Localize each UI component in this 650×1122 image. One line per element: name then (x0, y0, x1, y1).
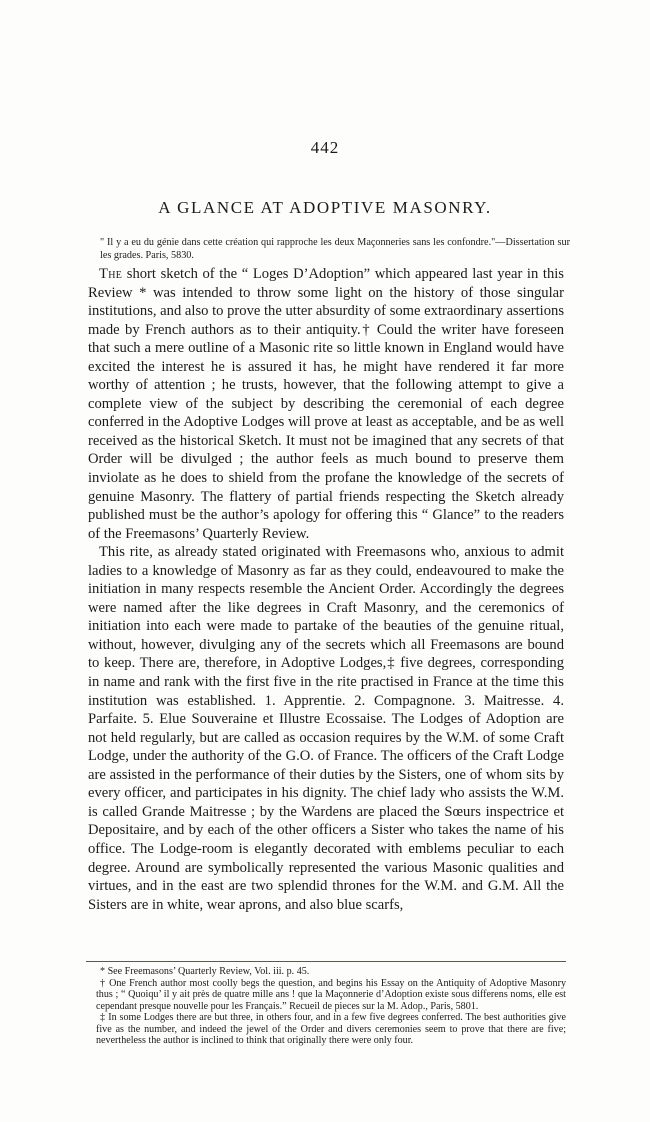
article-title: A GLANCE AT ADOPTIVE MASONRY. (158, 198, 492, 217)
paragraph-lead-word: The (99, 266, 123, 282)
paragraph-2: This rite, as already stated originated with Freemasons who, anxious to admit ladies to a knowledge of Masonry as far as they could, endeavoured to make the initiation in many respects resemble the Ancient Order. Accordingly the degrees were named after the like degrees in Craft Masonry, and the ceremonics of initiation into each were made to partake of the beauties of the genuine ritual, without, however, divulging any of the secrets which all Freemasons are bound to keep. There are, therefore, in Adoptive Lodges,‡ five degrees, corresponding in name and rank with the first five in the rite practised in France at the time this institution was established. 1. Apprentie. 2. Compagnone. 3. Maitresse. 4. Parfaite. 5. Elue Souveraine et Illustre Ecossaise. The Lodges of Adoption are not held regularly, but are called as occasion requires by the W.M. of some Craft Lodge, under the authority of the G.O. of France. The officers of the Craft Lodge are assisted in the performance of their duties by the Sisters, one of whom sits by every officer, and participates in his dignity. The chief lady who assists the W.M. is called Grande Maitresse ; by the Wardens are placed the Sœurs inspectrice et Depositaire, and by each of the other officers a Sister who takes the name of his office. The Lodge-room is elegantly decorated with emblems peculiar to each degree. Around are symbolically represented the various Masonic qualities and virtues, and in the east are two splendid thrones for the W.M. and G.M. All the Sisters are in white, wear aprons, and also blue scarfs, (88, 544, 564, 913)
page-number: 442 (310, 138, 340, 157)
footnote-divider (86, 961, 566, 962)
footnote-2: † One French author most coolly begs the question, and begins his Essay on the Antiquity of Adoptive Masonry thus ; “ Quoiqu’ il y ait près de quatre mille ans ! que la Maçonnerie d’Adoption existe sous differens noms, elle est cependant presque nouvelle pour les Français.” Recueil de pieces sur la M. Adop., Paris, 5801. (96, 977, 566, 1012)
footnote-3: ‡ In some Lodges there are but three, in others four, and in a few five degrees conferred. The best authorities give five as the number, and indeed the jewel of the Order and divers ceremonies seem to prove that there are five; nevertheless the author is inclined to think that originally there were only four. (96, 1012, 566, 1047)
paragraph-1 (88, 265, 564, 543)
footnote-1: * See Freemasons’ Quarterly Review, Vol. iii. p. 45. (100, 966, 310, 977)
epigraph: " Il y a eu du génie dans cette création qui rapproche les deux Maçonneries sans les confondre."—Dissertation sur les grades. Paris, 5830. (100, 237, 570, 261)
footnotes (96, 966, 566, 1047)
paragraph-1-text: short sketch of the “ Loges D’Adoption” which appeared last year in this Review * was intended to throw some light on the history of those singular institutions, and also to prove the utter absurdity of some extraordinary assertions made by French authors as to their antiquity.† Could the writer have foreseen that such a mere outline of a Masonic rite so little known in England would have excited the interest he is assured it has, he might have rendered it far more worthy of attention ; he trusts, however, that the following attempt to give a complete view of the subject by describing the ceremonial of each degree conferred in the Adoptive Lodges will prove at least as acceptable, and be as well received as the historical Sketch. It must not be imagined that any secrets of that Order will be divulged ; the author feels as much bound to preserve them inviolate as he does to shield from the profane the knowledge of the secrets of genuine Masonry. The flattery of partial friends respecting the Sketch already published must be the author’s apology for offering this “ Glance” to the readers of the Freemasons’ Quarterly Review. (88, 266, 564, 542)
article-body (88, 265, 564, 914)
